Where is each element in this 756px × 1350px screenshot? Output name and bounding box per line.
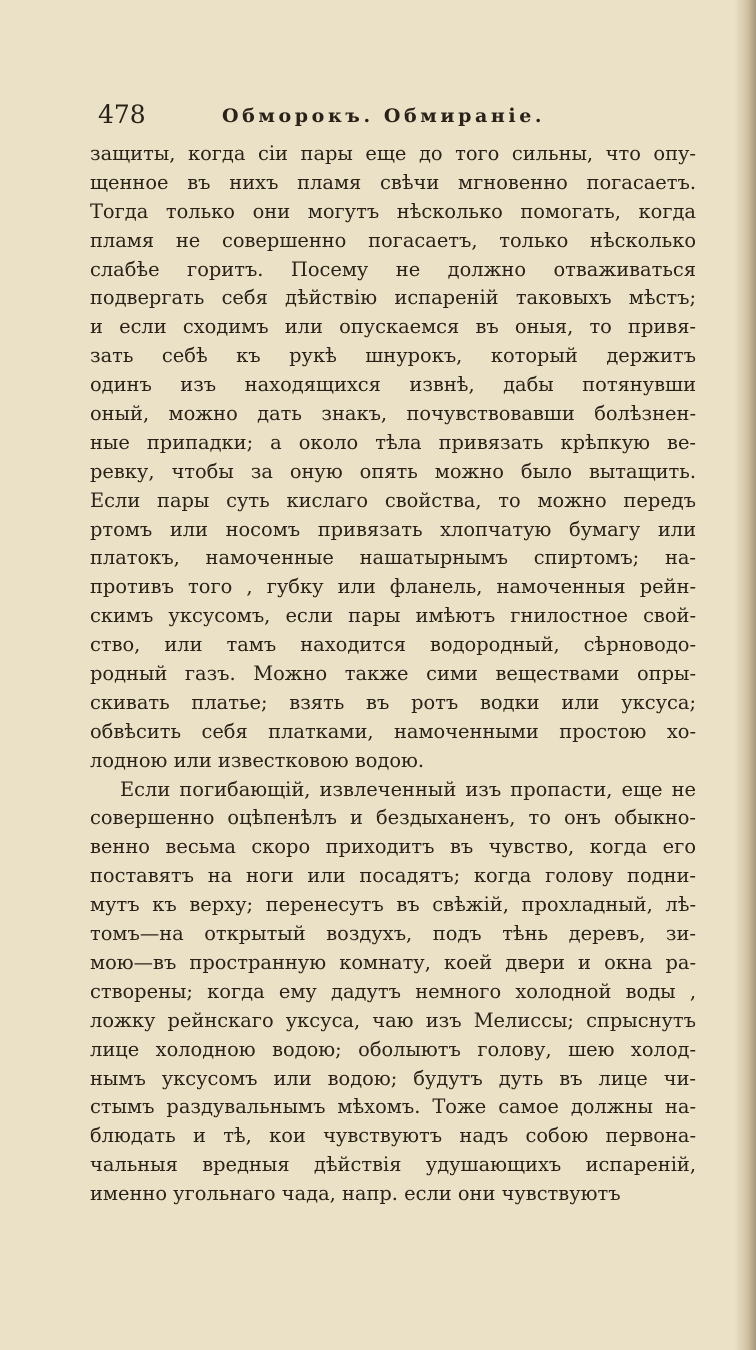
text-line: обвѣсить себя платками, намоченными простою хо- [90,719,696,743]
text-line: совершенно оцѣпенѣлъ и бездыханенъ, то онъ обыкно- [90,806,696,830]
text-line: чальныя вредныя дѣйствiя удушающихъ испаренiй, [90,1153,696,1177]
text-line: скивать платье; взять въ ротъ водки или уксуса; [90,690,696,714]
text-line: ные припадки; а около тѣла привязать крѣпкую ве- [90,430,696,454]
paragraph [90,140,696,776]
running-head: Обморокъ. Обмиранiе. [222,105,546,127]
text-line: щенное въ нихъ пламя свѣчи мгновенно погасаетъ. [90,170,696,194]
text-line: Тогда только они могутъ нѣсколько помогать, когда [90,199,696,223]
text-line: ртомъ или носомъ привязать хлопчатую бумагу или [90,517,696,541]
text-line: лице холодною водою; оболыютъ голову, шею холод- [90,1037,696,1061]
text-line: оный, можно дать знакъ, почувствовавши болѣзнен- [90,402,696,426]
page-header [98,98,688,138]
text-line: слабѣе горитъ. Посему не должно отваживаться [90,257,696,281]
text-line: ство, или тамъ находится водородный, сѣрноводо- [90,633,696,657]
text-line: родный газъ. Можно также сими веществами опры- [90,662,696,686]
text-line: мою—въ пространную комнату, коей двери и окна ра- [90,950,696,974]
text-line: защиты, когда сiи пары еще до того сильны, что опу- [90,142,696,165]
text-line: ревку, чтобы за оную опять можно было вытащить. [90,459,696,483]
text-line: нымъ уксусомъ или водою; будутъ дуть въ лице чи- [90,1066,696,1090]
text-line: противъ того , губку или фланель, намоченныя рейн- [90,575,696,599]
text-line: и если сходимъ или опускаемся въ оныя, то привя- [90,315,696,339]
text-line: блюдать и тѣ, кои чувствуютъ надъ собою первона- [90,1124,696,1148]
text-line: венно весьма скоро приходитъ въ чувство, когда его [90,835,696,859]
text-line: поставятъ на ноги или посадятъ; когда голову подни- [90,864,696,888]
paragraph [90,776,696,1209]
text-line: мутъ къ верху; перенесутъ въ свѣжiй, прохладный, лѣ- [90,893,696,917]
text-line: стымъ раздувальнымъ мѣхомъ. Тоже самое должны на- [90,1095,696,1119]
text-line: лодною или известковою водою. [90,748,425,772]
text-line: створены; когда ему дадутъ немного холодной воды , [90,979,696,1003]
text-line: одинъ изъ находящихся извнѣ, дабы потянувши [90,373,696,397]
page-number: 478 [98,100,146,129]
text-line: именно угольнаго чада, напр. если они чувствуютъ [90,1182,621,1206]
text-line: Если пары суть кислаго свойства, то можно передъ [90,488,696,512]
text-line: пламя не совершенно погасаетъ, только нѣсколько [90,228,696,252]
text-line: платокъ, намоченные нашатырнымъ спиртомъ; на- [90,546,696,570]
text-line: томъ—на открытый воздухъ, подъ тѣнь деревъ, зи- [90,922,696,946]
text-line: зать себѣ къ рукѣ шнурокъ, который держитъ [90,344,696,368]
text-line: скимъ уксусомъ, если пары имѣютъ гнилостное свой- [90,604,696,628]
body-text [90,140,696,1209]
text-line: ложку рейнскаго уксуса, чаю изъ Мелиссы; спрыснутъ [90,1008,696,1032]
page-spine-shadow [734,0,756,1350]
text-line: Если погибающiй, извлеченный изъ пропасти, еще не [120,777,696,801]
text-line: подвергать себя дѣйствiю испаренiй таковыхъ мѣстъ; [90,286,696,310]
